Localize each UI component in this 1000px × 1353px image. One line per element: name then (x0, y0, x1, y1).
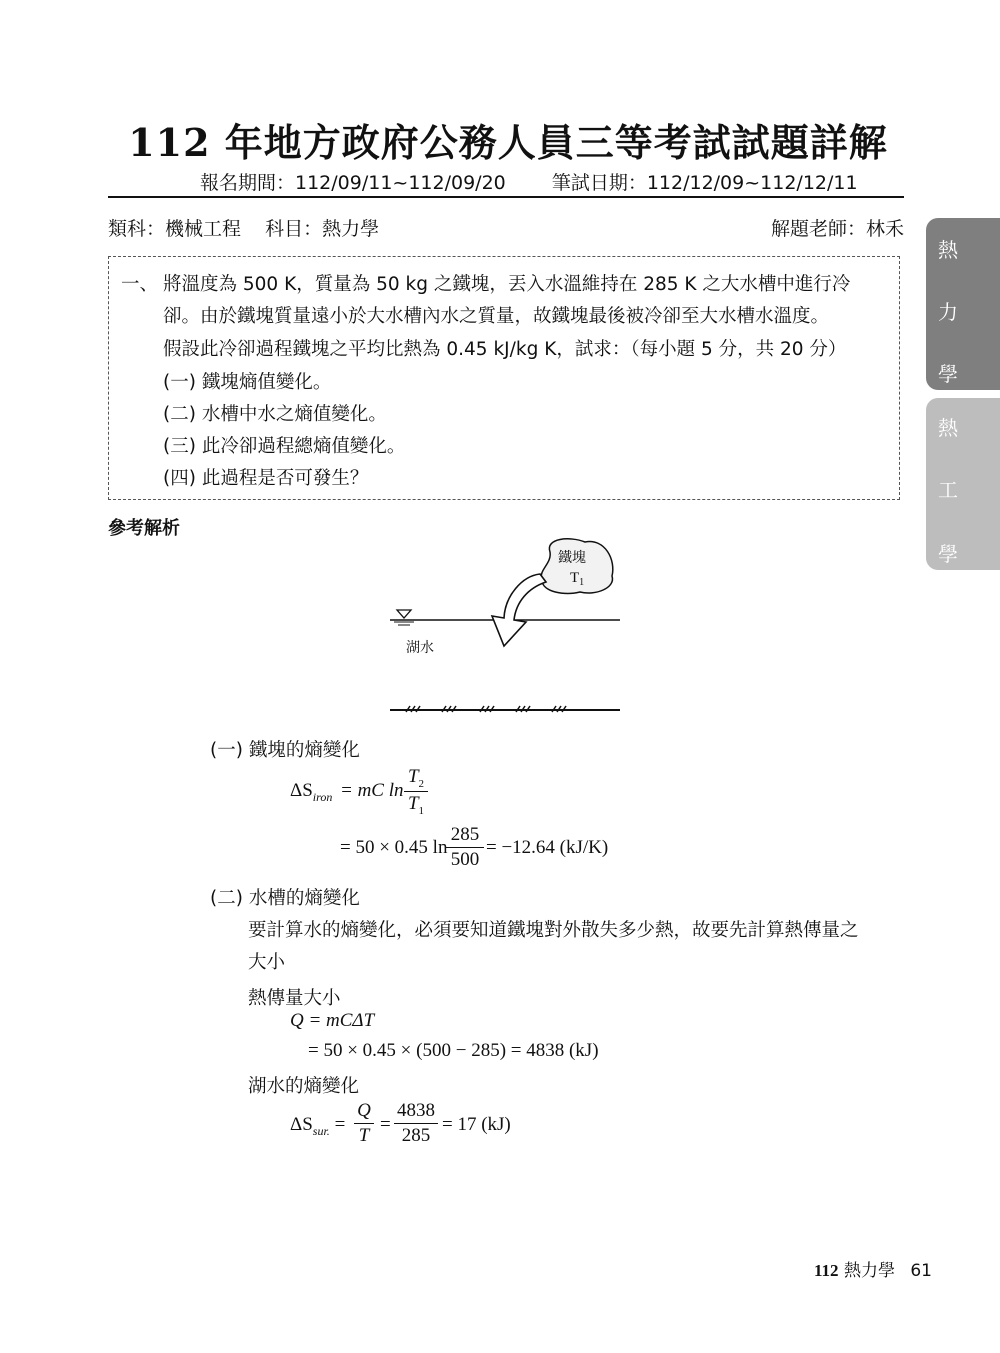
side-tab-thermodynamics (926, 218, 1000, 390)
solution-heading: 參考解析 (108, 518, 180, 539)
part1-eq2-result: = −12.64 (kJ/K) (486, 837, 609, 858)
side-tab-char: 學 (938, 362, 958, 386)
side-tab-thermal-engineering (926, 398, 1000, 570)
exam-date: 筆試日期：112/12/09~112/12/11 (551, 172, 858, 194)
exam-dates (200, 168, 898, 195)
side-tab-char: 工 (938, 478, 958, 502)
question-number: 一、 (121, 274, 159, 295)
side-tab-char: 學 (938, 542, 958, 566)
side-tab-char: 熱 (938, 238, 958, 262)
part2-eq-result: = 17 (kJ) (442, 1114, 511, 1135)
part1-eq1-lhs: $\Delta S_{iron}$ (290, 780, 333, 804)
part2-eq-equals: = (380, 1114, 391, 1135)
question-line: 將溫度為 500 K，質量為 50 kg 之鐵塊，丟入水溫維持在 285 K 之大水槽中進行冷 (163, 274, 851, 295)
iron-lake-figure (380, 530, 640, 720)
part1-eq2-pre: = 50 × 0.45 ln (340, 837, 448, 858)
question-part: (四) 此過程是否可發生？ (163, 468, 369, 489)
question-part: (一) 鐵塊熵值變化。 (163, 372, 332, 393)
iron-block-label: 鐵塊 (558, 550, 586, 566)
page-title: 112 年地方政府公務人員三等考試試題詳解 (128, 120, 888, 165)
part2-heading: (二) 水槽的熵變化 (210, 888, 360, 909)
part2-fraction-qt: Q T (354, 1100, 374, 1147)
teacher: 解題老師：林禾 (770, 218, 904, 240)
question-part: (二) 水槽中水之熵值變化。 (163, 404, 387, 425)
part2-text: 大小 (248, 952, 286, 973)
page-footer (814, 1256, 932, 1281)
footer-subject: 熱力學 (843, 1261, 895, 1281)
question-line: 卻。由於鐵塊質量遠小於大水槽內水之質量，故鐵塊最後被冷卻至大水槽水溫度。 (163, 306, 830, 327)
page-number: 61 (910, 1261, 932, 1281)
question-box (108, 256, 900, 500)
category: 類科：機械工程 (108, 218, 242, 240)
side-tab-char: 力 (938, 300, 958, 324)
category-subject (108, 214, 397, 241)
question-line: 假設此冷卻過程鐵塊之平均比熱為 0.45 kJ/kg K，試求：（每小題 5 分，共 20 分） (163, 339, 847, 360)
header-rule (108, 196, 904, 198)
footer-year: 112 (813, 1261, 839, 1280)
part2-text: 要計算水的熵變化，必須要知道鐵塊對外散失多少熱，故要先計算熱傳量之 (248, 920, 859, 941)
part2-text: 熱傳量大小 (248, 988, 341, 1009)
side-tab-char: 熱 (938, 416, 958, 440)
heat-eq1: Q = mCΔT (290, 1010, 375, 1031)
lake-water-label: 湖水 (406, 640, 434, 656)
part2-text: 湖水的熵變化 (248, 1076, 360, 1097)
part1-heading: (一) 鐵塊的熵變化 (210, 740, 360, 761)
part2-fraction-values: 4838 285 (394, 1100, 438, 1147)
part1-eq1-mid: = mC ln (340, 780, 404, 801)
question-part: (三) 此冷卻過程總熵值變化。 (163, 436, 406, 457)
subject: 科目：熱力學 (265, 218, 380, 240)
iron-block-temp: $T_1$ (570, 570, 585, 588)
part1-eq2-fraction: 285 500 (446, 824, 484, 871)
heat-eq2: = 50 × 0.45 × (500 − 285) = 4838 (kJ) (308, 1040, 599, 1061)
part1-eq1-fraction: $T_2$ $T_1$ (404, 766, 428, 817)
part2-eq-lhs: $\Delta S_{sur.}$ = (290, 1114, 346, 1138)
signup-period: 報名期間：112/09/11~112/09/20 (200, 172, 506, 194)
